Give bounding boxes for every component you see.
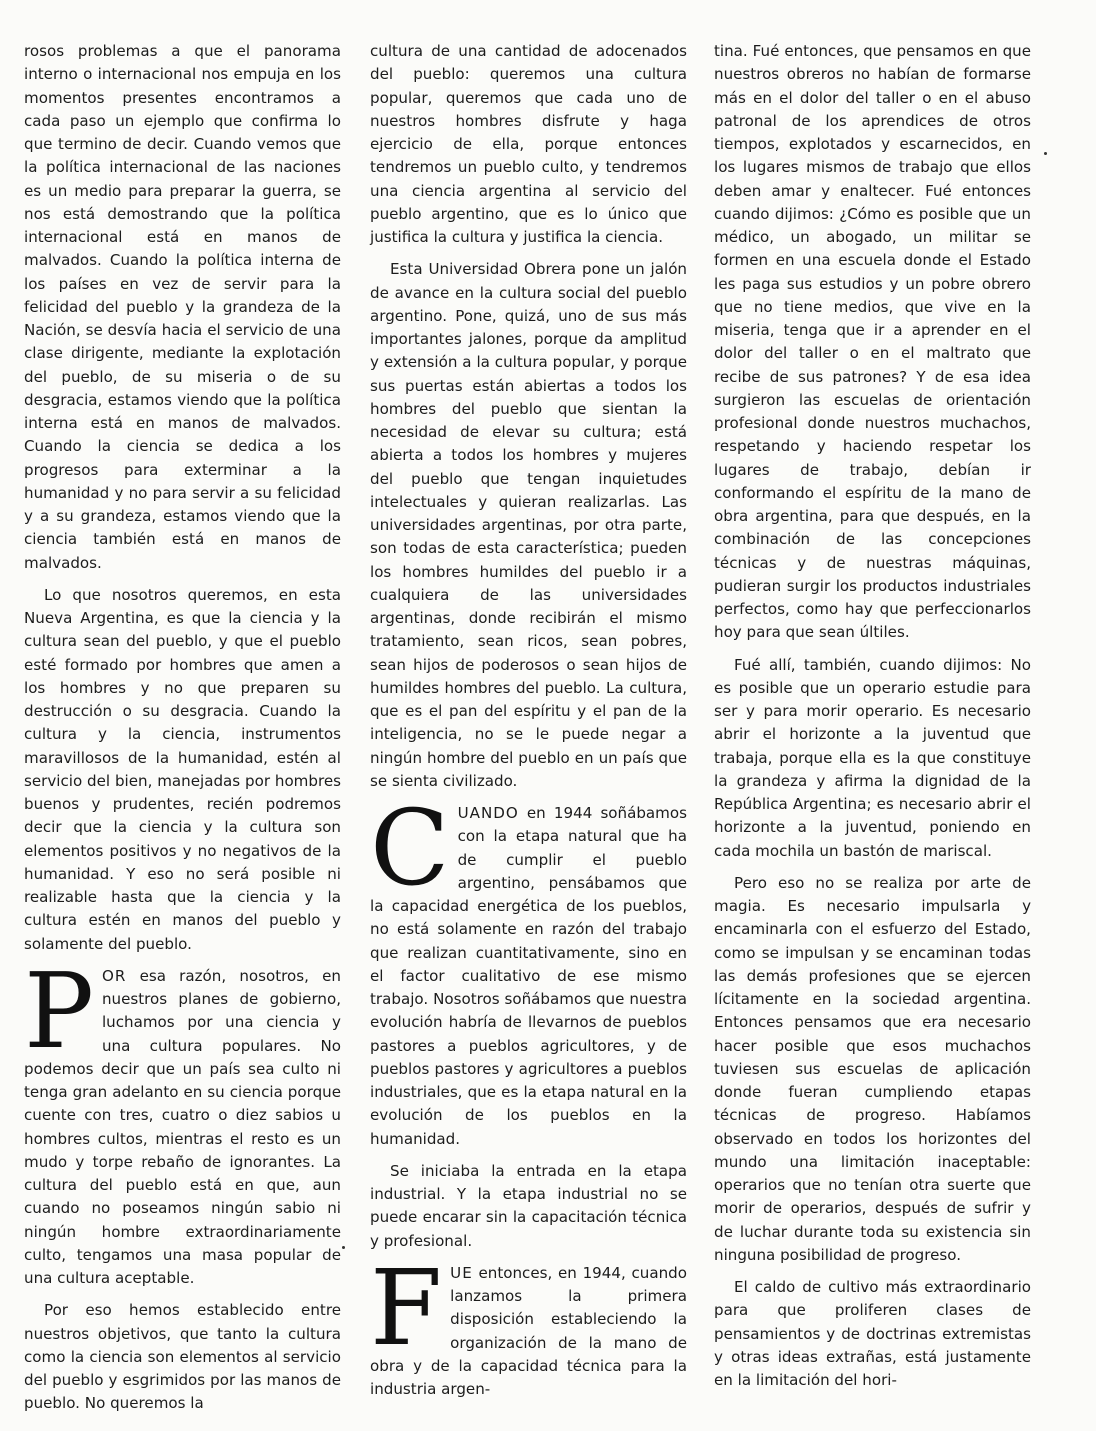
- drop-cap-word: OR: [101, 966, 127, 985]
- drop-cap: C: [370, 787, 450, 909]
- paragraph: Pero eso no se realiza por arte de magia. Es necesario impulsarla y encaminarla con el esfuerzo del Estado, como se impulsan y se encaminan todas las demás profesiones que se ejercen lícitamente en la sociedad argentina. Entonces pensamos que era necesario hacer posible que esos muchachos tuviesen sus escuelas de aplicación donde fueran cumpliendo etapas técnicas de progreso. Habíamos observado en todos los horizontes del mundo una limitación inaceptable: operarios que no tenían otra suerte que morir de operarios, después de sufrir y de luchar durante toda su existencia sin ninguna posibilidad de progreso.: [714, 873, 1031, 1264]
- paragraph: [370, 1246, 687, 1402]
- paragraph: Se iniciaba la entrada en la etapa industrial. Y la etapa industrial no se puede encarar sin la capacitación técnica y profesional.: [370, 1161, 687, 1250]
- paragraph: El caldo de cultivo más extraordinario para que proliferen clases de pensamientos y de doctrinas extremistas y otras ideas extrañas, está justamente en la limitación del hori-: [714, 1278, 1031, 1389]
- drop-cap: F: [370, 1246, 443, 1369]
- print-speck: [342, 1246, 345, 1249]
- paragraph: Esta Universidad Obrera pone un jalón de avance en la cultura social del pueblo argentino. Pone, quizá, uno de sus más importantes jalones, porque da amplitud y extensión a la cultura popular, y porque sus puertas están abiertas a todos los hombres del pueblo que sientan la necesidad de elevar su cultura; está abierta a todos los hombres y mujeres del pueblo que tengan inquietudes intelectuales y quieran realizarlas. Las universidades argentinas, por otra parte, son todas de esta característica; pueden los hombres humildes del pueblo ir a cualquiera de las universidades argentinas, donde recibirán el mismo tratamiento, sean ricos, sean pobres, sean hijos de poderosos o sean hijos de humildes hombres del pueblo. La cultura, que es el pan del espíritu y el pan de la inteligencia, no se le puede negar a ningún hombre del pueblo en un país que se sienta civilizado.: [370, 260, 687, 790]
- drop-cap-word: UE: [450, 1263, 473, 1282]
- paragraph: Lo que nosotros queremos, en esta Nueva Argentina, es que la ciencia y la cultura sean del pueblo, y que el pueblo esté formado por hombres que amen a los hombres y no que preparen su destrucción o su desgracia. Cuando la cultura y la ciencia, instrumentos maravillosos de la humanidad, estén al servicio del bien, manejadas por hombres buenos y prudentes, recién podremos decir que la ciencia y la cultura son elementos positivos y no negativos de la humanidad. Y eso no será posible ni realizable hasta que la ciencia y la cultura estén en manos del pueblo y solamente del pueblo.: [24, 585, 341, 953]
- paragraph: rosos problemas a que el panorama interno o internacional nos empuja en los momentos presentes encontramos a cada paso un ejemplo que confirma lo que termino de decir. Cuando vemos que la política internacional de las naciones es un medio para preparar la guerra, se nos está demostrando que la política internacional está en manos de malvados. Cuando la política interna de los países en vez de servir para la felicidad del pueblo y la grandeza de la Nación, se desvía hacia el servicio de una clase dirigente, mediante la explotación del pueblo, de su miseria o de su desgracia, estamos viendo que la política interna está en manos de malvados. Cuando la ciencia se dedica a los progresos para exterminar a la humanidad y no para servir a su felicidad y a su grandeza, estamos viendo que la ciencia también está en manos de malvados.: [24, 42, 341, 572]
- text-column-1: [24, 40, 341, 1425]
- paragraph-text: entonces, en 1944, cuando lanzamos la primera disposición estableciendo la organización de la mano de obra y de la capacidad técnica para la industria argen-: [370, 1263, 687, 1398]
- print-speck: [1044, 152, 1047, 155]
- paragraph: Fué allí, también, cuando dijimos: No es posible que un operario estudie para ser y para morir operario. Es necesario abrir el horizonte a la juventud que trabaja, porque ella es la que constituye la grandeza y afirma la dignidad de la República Argentina; es necesario abrir el horizonte a la juventud, poniendo en cada mochila un bastón de mariscal.: [714, 655, 1031, 860]
- paragraph-text: en 1944 soñábamos con la etapa natural que ha de cumplir el pueblo argentino, pensábamos que la capacidad energética de los pueblos, no está solamente en razón del trabajo que realizan cuantitativamente, sino en el factor cualitativo de ese mismo trabajo. Nosotros soñábamos que nuestra evolución habría de llevarnos de pueblos pastores a pueblos agricultores, y de pueblos pastores y agricultores a pueblos industriales, que es la etapa natural en la evolución de los pueblos en la humanidad.: [370, 804, 687, 1148]
- paragraph: tina. Fué entonces, que pensamos en que nuestros obreros no habían de formarse más en el dolor del taller o en el abuso patronal de los aprendices de otros tiempos, explotados y escarnecidos, en los lugares mismos de trabajo que ellos deben amar y enaltecer. Fué entonces cuando dijimos: ¿Cómo es posible que un médico, un abogado, un militar se formen en una escuela donde el Estado les paga sus estudios y un pobre obrero que no tiene medios, que vive en la miseria, tenga que ir a aprender en el dolor del taller o en el maltrato que recibe de sus patrones? Y de esa idea surgieron las escuelas de orientación profesional donde nuestros muchachos, respetando y haciendo respetar los lugares de trabajo, debían ir conformando el espíritu de la mano de obra argentina, para que después, en la combinación de las concepciones técnicas y de nuestras máquinas, pudieran surgir los productos industriales perfectos, como hay que perfeccionarlos hoy para que sean últiles.: [714, 42, 1031, 642]
- paragraph: Por eso hemos establecido entre nuestros objetivos, que tanto la cultura como la ciencia son elementos al servicio del pueblo y esgrimidos por las manos de pueblo. No queremos la: [24, 1301, 341, 1413]
- drop-cap: P: [24, 949, 94, 1072]
- paragraph: cultura de una cantidad de adocenados del pueblo: queremos una cultura popular, queremos que cada uno de nuestros hombres disfrute y haga ejercicio de ella, porque entonces tendremos un pueblo culto, y tendremos una ciencia argentina al servicio del pueblo argentino, que es lo único que justifica la cultura y justifica la ciencia.: [370, 42, 687, 246]
- text-column-3: [714, 40, 1031, 1401]
- paragraph-text: esa razón, nosotros, en nuestros planes de gobierno, luchamos por una ciencia y una cultura populares. No podemos decir que un país sea culto ni tenga gran adelanto en su ciencia porque cuente con tres, cuatro o diez sabios u hombres cultos, mientras el resto es un mudo y torpe rebaño de ignorantes. La cultura del pueblo está en que, aun cuando no poseamos ningún sabio ni ningún hombre extraordinariamente culto, tengamos una masa popular de una cultura aceptable.: [24, 966, 341, 1287]
- text-column-2: [370, 40, 687, 1410]
- paragraph: [24, 949, 341, 1291]
- drop-cap-word: UANDO: [457, 804, 519, 822]
- paragraph: [370, 787, 687, 1151]
